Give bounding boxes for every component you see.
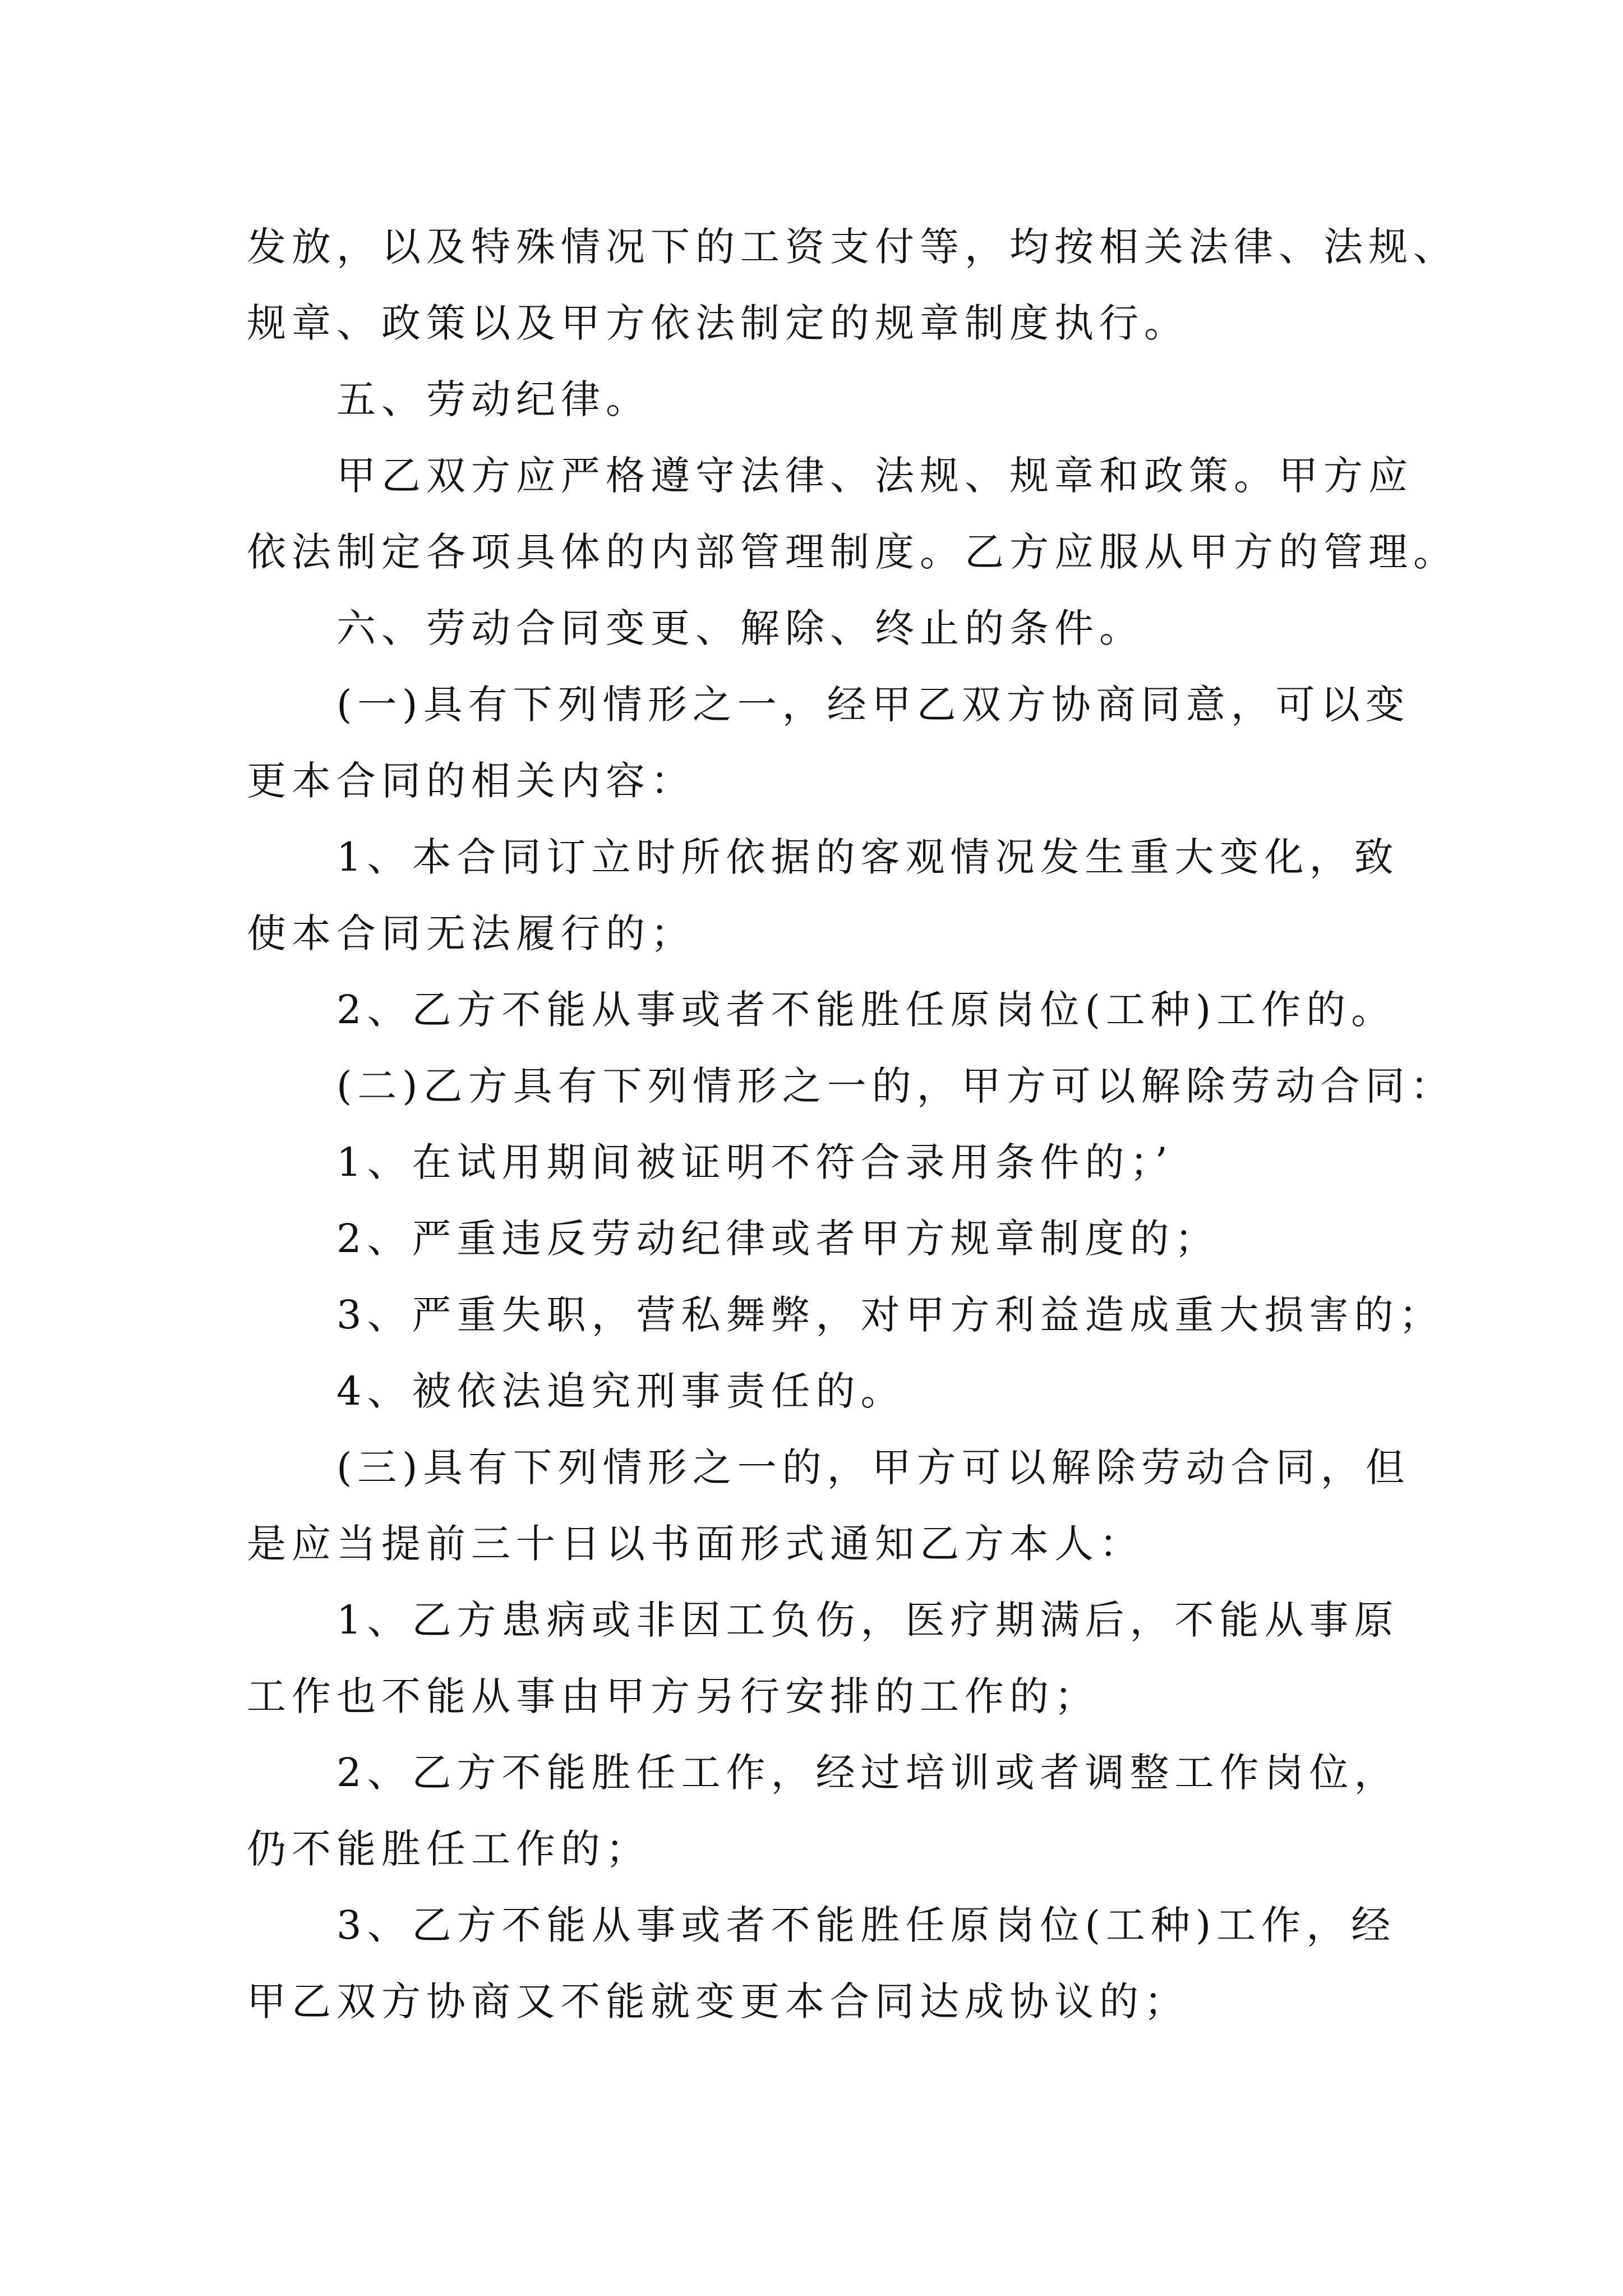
text-line-20: 工作也不能从事由甲方另行安排的工作的；	[247, 1673, 1099, 1719]
text-line-19: 1、乙方患病或非因工负伤，医疗期满后，不能从事原	[336, 1597, 1399, 1643]
text-line-17: (三)具有下列情形之一的，甲方可以解除劳动合同，但	[336, 1444, 1410, 1490]
text-line-24: 甲乙双方协商又不能就变更本合同达成协议的；	[247, 1978, 1189, 2024]
text-line-2: 规章、政策以及甲方依法制定的规章制度执行。	[247, 300, 1189, 346]
text-line-10: 使本合同无法履行的；	[247, 910, 695, 956]
text-line-12: (二)乙方具有下列情形之一的，甲方可以解除劳动合同：	[336, 1063, 1455, 1109]
text-line-9: 1、本合同订立时所依据的客观情况发生重大变化，致	[336, 834, 1399, 880]
text-line-4: 甲乙双方应严格遵守法律、法规、规章和政策。甲方应	[336, 453, 1413, 499]
text-line-8: 更本合同的相关内容：	[247, 758, 695, 804]
section-heading-5: 五、劳动纪律。	[336, 376, 651, 422]
text-line-1: 发放，以及特殊情况下的工资支付等，均按相关法律、法规、	[247, 224, 1458, 270]
text-line-16: 4、被依法追究刑事责任的。	[336, 1368, 906, 1414]
text-line-5: 依法制定各项具体的内部管理制度。乙方应服从甲方的管理。	[247, 529, 1458, 575]
section-heading-6: 六、劳动合同变更、解除、终止的条件。	[336, 605, 1144, 651]
text-line-23: 3、乙方不能从事或者不能胜任原岗位(工种)工作，经	[336, 1902, 1396, 1948]
text-line-7: (一)具有下列情形之一，经甲乙双方协商同意，可以变	[336, 682, 1410, 728]
text-line-22: 仍不能胜任工作的；	[247, 1826, 651, 1872]
text-line-14: 2、严重违反劳动纪律或者甲方规章制度的；	[336, 1216, 1220, 1262]
text-line-11: 2、乙方不能从事或者不能胜任原岗位(工种)工作的。	[336, 987, 1396, 1033]
text-line-15: 3、严重失职，营私舞弊，对甲方利益造成重大损害的；	[336, 1292, 1444, 1338]
text-line-13: 1、在试用期间被证明不符合录用条件的；’	[336, 1139, 1173, 1185]
text-line-21: 2、乙方不能胜任工作，经过培训或者调整工作岗位，	[336, 1750, 1399, 1796]
text-line-18: 是应当提前三十日以书面形式通知乙方本人：	[247, 1521, 1144, 1567]
